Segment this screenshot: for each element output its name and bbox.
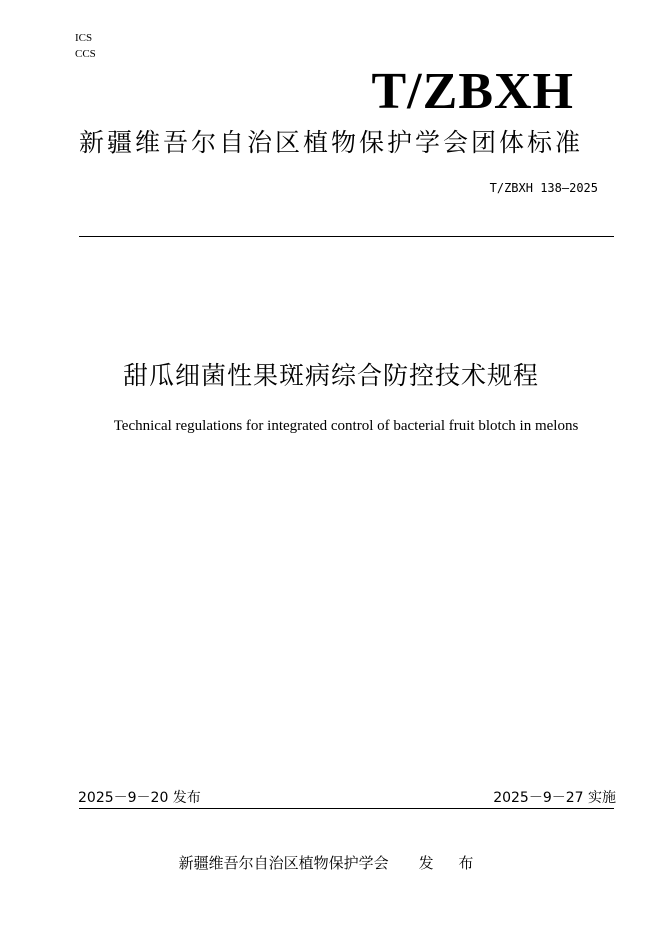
publisher-line [0,853,662,873]
document-title-english: Technical regulations for integrated control of bacterial fruit blotch in melons [113,418,579,434]
org-standard-title: 新疆维吾尔自治区植物保护学会团体标准 [78,128,583,157]
publish-label: 发 布 [418,854,484,872]
bottom-divider [79,808,614,809]
ics-label: ICS [75,32,93,44]
implementation-date: 2025－9－27 实施 [493,790,616,806]
top-divider [79,236,614,237]
ccs-label: CCS [75,48,96,60]
standard-number: T/ZBXH 138—2025 [489,181,598,195]
document-title-chinese: 甜瓜细菌性果斑病综合防控技术规程 [122,361,539,390]
issue-date: 2025－9－20 发布 [78,790,201,806]
standard-logo: T/ZBXH [371,63,574,120]
publisher-name: 新疆维吾尔自治区植物保护学会 [178,854,389,872]
